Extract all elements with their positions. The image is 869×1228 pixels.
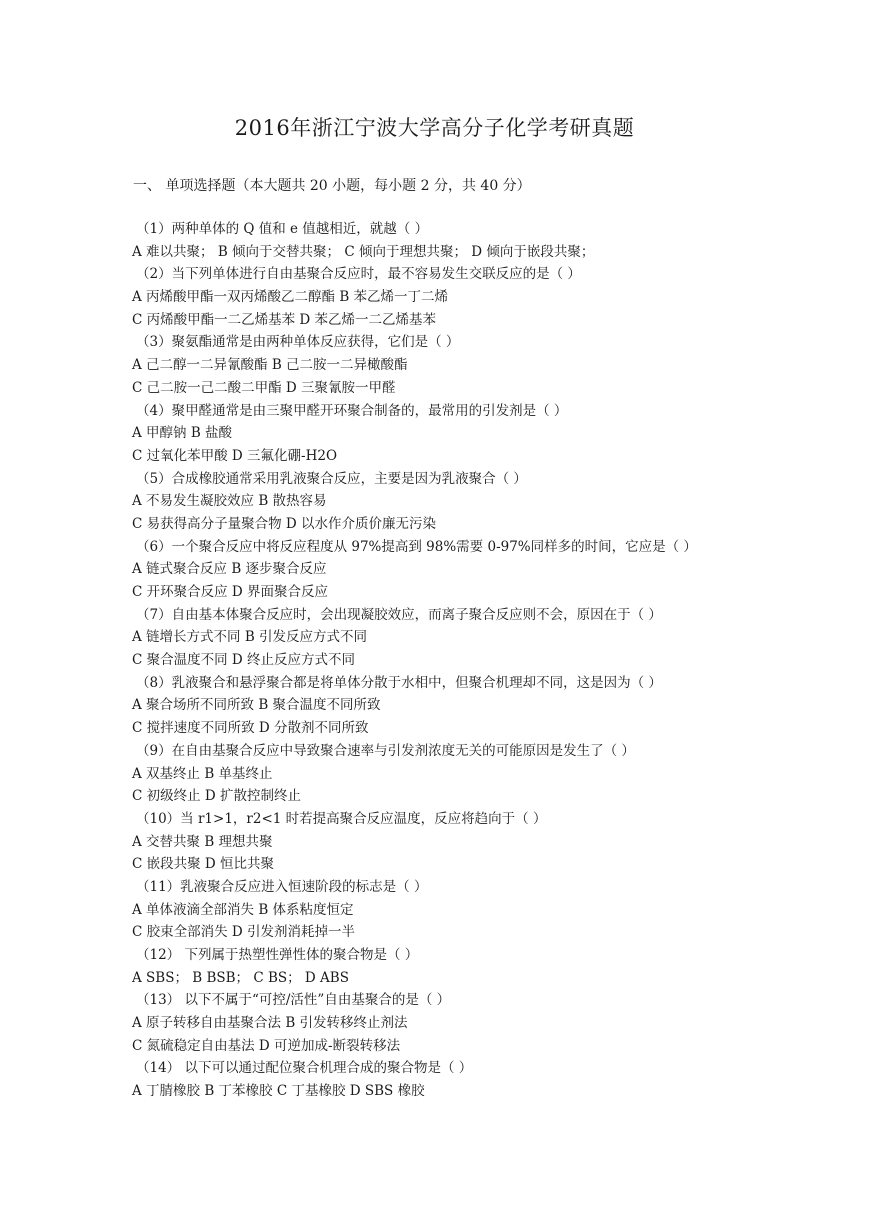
answer-options: C 过氧化苯甲酸 D 三氟化硼-H2O xyxy=(132,447,338,464)
answer-options: A 丙烯酸甲酯一双丙烯酸乙二醇酯 B 苯乙烯一丁二烯 xyxy=(132,289,449,306)
document-title: 2016年浙江宁波大学高分子化学考研真题 xyxy=(234,116,635,140)
question-text: （12） 下列属于热塑性弹性体的聚合物是（ ） xyxy=(136,947,419,963)
answer-options: A 聚合场所不同所致 B 聚合温度不同所致 xyxy=(132,697,381,714)
answer-options: A 单体液滴全部消失 B 体系粘度恒定 xyxy=(132,901,354,918)
answer-options: A 链式聚合反应 B 逐步聚合反应 xyxy=(132,561,327,578)
answer-options: A 双基终止 B 单基终止 xyxy=(132,765,273,782)
answer-options: A 己二醇一二异氰酸酯 B 己二胺一二异橄酸酯 xyxy=(132,357,408,374)
question-text: （9）在自由基聚合反应中导致聚合速率与引发剂浓度无关的可能原因是发生了（ ） xyxy=(136,742,635,759)
answer-options: A 难以共聚； B 倾向于交替共聚； C 倾向于理想共聚； D 倾向于嵌段共聚； xyxy=(132,243,595,260)
question-text: （14） 以下可以通过配位聚合机理合成的聚合物是（ ） xyxy=(136,1060,473,1077)
question-list xyxy=(132,218,832,1103)
question-text: （2）当下列单体进行自由基聚合反应时，最不容易发生交联反应的是（ ） xyxy=(136,266,581,283)
question-text: （1）两种单体的 Q 值和 e 值越相近，就越（ ） xyxy=(136,221,429,237)
answer-options: C 搅拌速度不同所致 D 分散剂不同所致 xyxy=(132,720,369,737)
answer-options: A 链增长方式不同 B 引发反应方式不同 xyxy=(132,629,368,646)
answer-options: C 易获得高分子量聚合物 D 以水作介质价廉无污染 xyxy=(132,515,437,532)
answer-options: C 聚合温度不同 D 终止反应方式不同 xyxy=(132,652,356,669)
answer-options: A 甲醇钠 B 盐酸 xyxy=(132,425,233,442)
question-text: （6）一个聚合反应中将反应程度从 97%提高到 98%需要 0-97%同样多的时间，它应是（ ） xyxy=(136,538,697,555)
question-text: （7）自由基本体聚合反应时，会出现凝胶效应，而离子聚合反应则不会，原因在于（ ） xyxy=(136,606,662,623)
question-text: （8）乳液聚合和悬浮聚合都是将单体分散于水相中，但聚合机理却不同，这是因为（ ） xyxy=(136,674,662,691)
answer-options: C 胶束全部消失 D 引发剂消耗掉一半 xyxy=(132,924,356,941)
answer-options: A 丁腈橡胶 B 丁苯橡胶 C 丁基橡胶 D SBS 橡胶 xyxy=(132,1083,425,1100)
answer-options: C 丙烯酸甲酯一二乙烯基苯 D 苯乙烯一二乙烯基苯 xyxy=(132,311,437,328)
answer-options: C 氮硫稳定自由基法 D 可逆加成-断裂转移法 xyxy=(132,1037,401,1054)
question-text: （5）合成橡胶通常采用乳液聚合反应，主要是因为乳液聚合（ ） xyxy=(136,470,527,487)
question-text: （10）当 r1>1，r2<1 时若提高聚合反应温度，反应将趋向于（ ） xyxy=(136,810,547,827)
question-text: （13） 以下不属于“可控/活性”自由基聚合的是（ ） xyxy=(136,992,451,1009)
section-heading: 一、 单项选择题（本大题共 20 小题，每小题 2 分，共 40 分） xyxy=(133,178,531,194)
answer-options: C 己二胺一己二酸二甲酯 D 三聚氰胺一甲醛 xyxy=(132,379,396,396)
answer-options: C 嵌段共聚 D 恒比共聚 xyxy=(132,856,275,873)
answer-options: C 初级终止 D 扩散控制终止 xyxy=(132,788,302,805)
answer-options: C 开环聚合反应 D 界面聚合反应 xyxy=(132,584,329,600)
answer-options: A 不易发生凝胶效应 B 散热容易 xyxy=(132,493,327,510)
question-text: （4）聚甲醛通常是由三聚甲醛开环聚合制备的，最常用的引发剂是（ ） xyxy=(136,402,568,419)
answer-options: A SBS； B BSB； C BS； D ABS xyxy=(132,969,349,986)
answer-options: A 交替共聚 B 理想共聚 xyxy=(132,833,273,850)
question-text: （3）聚氨酯通常是由两种单体反应获得，它们是（ ） xyxy=(136,334,460,351)
answer-options: A 原子转移自由基聚合法 B 引发转移终止剂法 xyxy=(132,1015,408,1032)
question-text: （11）乳液聚合反应进入恒速阶段的标志是（ ） xyxy=(136,878,428,895)
